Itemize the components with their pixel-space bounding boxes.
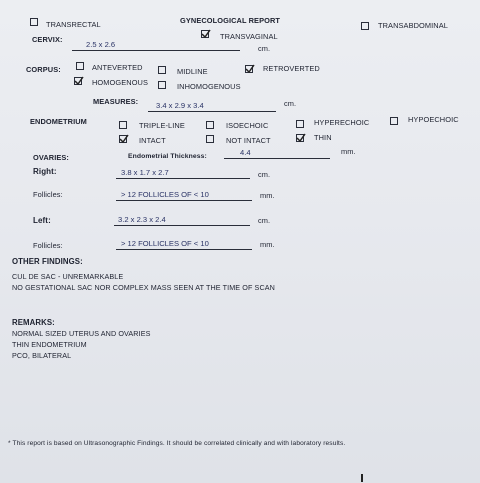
- thickness-underline: [224, 158, 330, 159]
- hypoechoic-label: HYPOECHOIC: [408, 115, 459, 124]
- transvaginal-label: TRANSVAGINAL: [220, 32, 278, 41]
- transabdominal-label: TRANSABDOMINAL: [378, 21, 448, 30]
- report-title: GYNECOLOGICAL REPORT: [180, 16, 281, 25]
- footnote: * This report is based on Ultrasonographic Findings. It should be correlated clinically and with laboratory results.: [8, 440, 346, 447]
- midline-checkbox[interactable]: [158, 66, 166, 74]
- other-findings-line-2: NO GESTATIONAL SAC NOR COMPLEX MASS SEEN AT THE TIME OF SCAN: [12, 283, 275, 292]
- inhomogenous-label: INHOMOGENOUS: [177, 82, 241, 91]
- measures-label: MEASURES:: [93, 97, 139, 106]
- right-follicles-unit: mm.: [260, 191, 275, 200]
- right-follicles-underline: [116, 200, 252, 201]
- checkmark-icon: [74, 76, 84, 86]
- not-intact-checkbox[interactable]: [206, 135, 214, 143]
- cervix-underline: [72, 50, 240, 51]
- right-ovary-unit: cm.: [258, 170, 271, 179]
- measures-unit: cm.: [284, 99, 297, 108]
- left-ovary-label: Left:: [33, 216, 51, 225]
- right-follicles-value: > 12 FOLLICLES OF < 10: [121, 190, 209, 199]
- hyperechoic-label: HYPERECHOIC: [314, 118, 370, 127]
- isoechoic-checkbox[interactable]: [206, 121, 214, 129]
- remarks-line-1: NORMAL SIZED UTERUS AND OVARIES: [12, 329, 151, 338]
- anteverted-checkbox[interactable]: [76, 62, 84, 70]
- intact-label: INTACT: [139, 136, 166, 145]
- left-ovary-underline: [114, 225, 250, 226]
- left-follicles-underline: [116, 249, 252, 250]
- midline-label: MIDLINE: [177, 67, 208, 76]
- endometrium-label: ENDOMETRIUM: [30, 117, 87, 126]
- thin-checkbox[interactable]: [296, 134, 304, 142]
- retroverted-label: RETROVERTED: [263, 64, 320, 73]
- remarks-line-3: PCO, BILATERAL: [12, 351, 72, 360]
- left-ovary-unit: cm.: [258, 216, 271, 225]
- cervix-unit: cm.: [258, 44, 271, 53]
- right-follicles-label: Follicles:: [33, 190, 63, 199]
- hyperechoic-checkbox[interactable]: [296, 120, 304, 128]
- ovaries-label: OVARIES:: [33, 153, 69, 162]
- triple-line-checkbox[interactable]: [119, 121, 127, 129]
- checkmark-icon: [119, 134, 129, 144]
- checkmark-icon: [245, 64, 255, 74]
- pen-mark: [361, 474, 363, 482]
- intact-checkbox[interactable]: [119, 135, 127, 143]
- thin-label: THIN: [314, 133, 332, 142]
- thickness-unit: mm.: [341, 147, 356, 156]
- other-findings-label: OTHER FINDINGS:: [12, 257, 83, 266]
- transvaginal-checkbox[interactable]: [201, 30, 209, 38]
- checkmark-icon: [296, 133, 306, 143]
- cervix-label: CERVIX:: [32, 35, 63, 44]
- homogenous-checkbox[interactable]: [74, 77, 82, 85]
- remarks-label: REMARKS:: [12, 318, 55, 327]
- left-follicles-value: > 12 FOLLICLES OF < 10: [121, 239, 209, 248]
- left-follicles-label: Follicles:: [33, 241, 63, 250]
- left-ovary-value: 3.2 x 2.3 x 2.4: [118, 215, 166, 224]
- inhomogenous-checkbox[interactable]: [158, 81, 166, 89]
- right-ovary-value: 3.8 x 1.7 x 2.7: [121, 168, 169, 177]
- transrectal-label: TRANSRECTAL: [46, 20, 101, 29]
- isoechoic-label: ISOECHOIC: [226, 121, 269, 130]
- anteverted-label: ANTEVERTED: [92, 63, 143, 72]
- other-findings-line-1: CUL DE SAC - UNREMARKABLE: [12, 272, 124, 281]
- corpus-label: CORPUS:: [26, 65, 61, 74]
- measures-underline: [148, 111, 276, 112]
- remarks-line-2: THIN ENDOMETRIUM: [12, 340, 87, 349]
- checkmark-icon: [201, 29, 211, 39]
- triple-line-label: TRIPLE-LINE: [139, 121, 185, 130]
- transrectal-checkbox[interactable]: [30, 18, 38, 26]
- right-ovary-label: Right:: [33, 167, 57, 176]
- not-intact-label: NOT INTACT: [226, 136, 271, 145]
- retroverted-checkbox[interactable]: [245, 65, 253, 73]
- transabdominal-checkbox[interactable]: [361, 22, 369, 30]
- measures-value: 3.4 x 2.9 x 3.4: [156, 101, 204, 110]
- right-ovary-underline: [116, 178, 250, 179]
- endometrial-thickness-value: 4.4: [240, 148, 251, 157]
- hypoechoic-checkbox[interactable]: [390, 117, 398, 125]
- endometrial-thickness-label: Endometrial Thickness:: [128, 153, 207, 160]
- homogenous-label: HOMOGENOUS: [92, 78, 149, 87]
- cervix-value: 2.5 x 2.6: [86, 40, 116, 49]
- left-follicles-unit: mm.: [260, 240, 275, 249]
